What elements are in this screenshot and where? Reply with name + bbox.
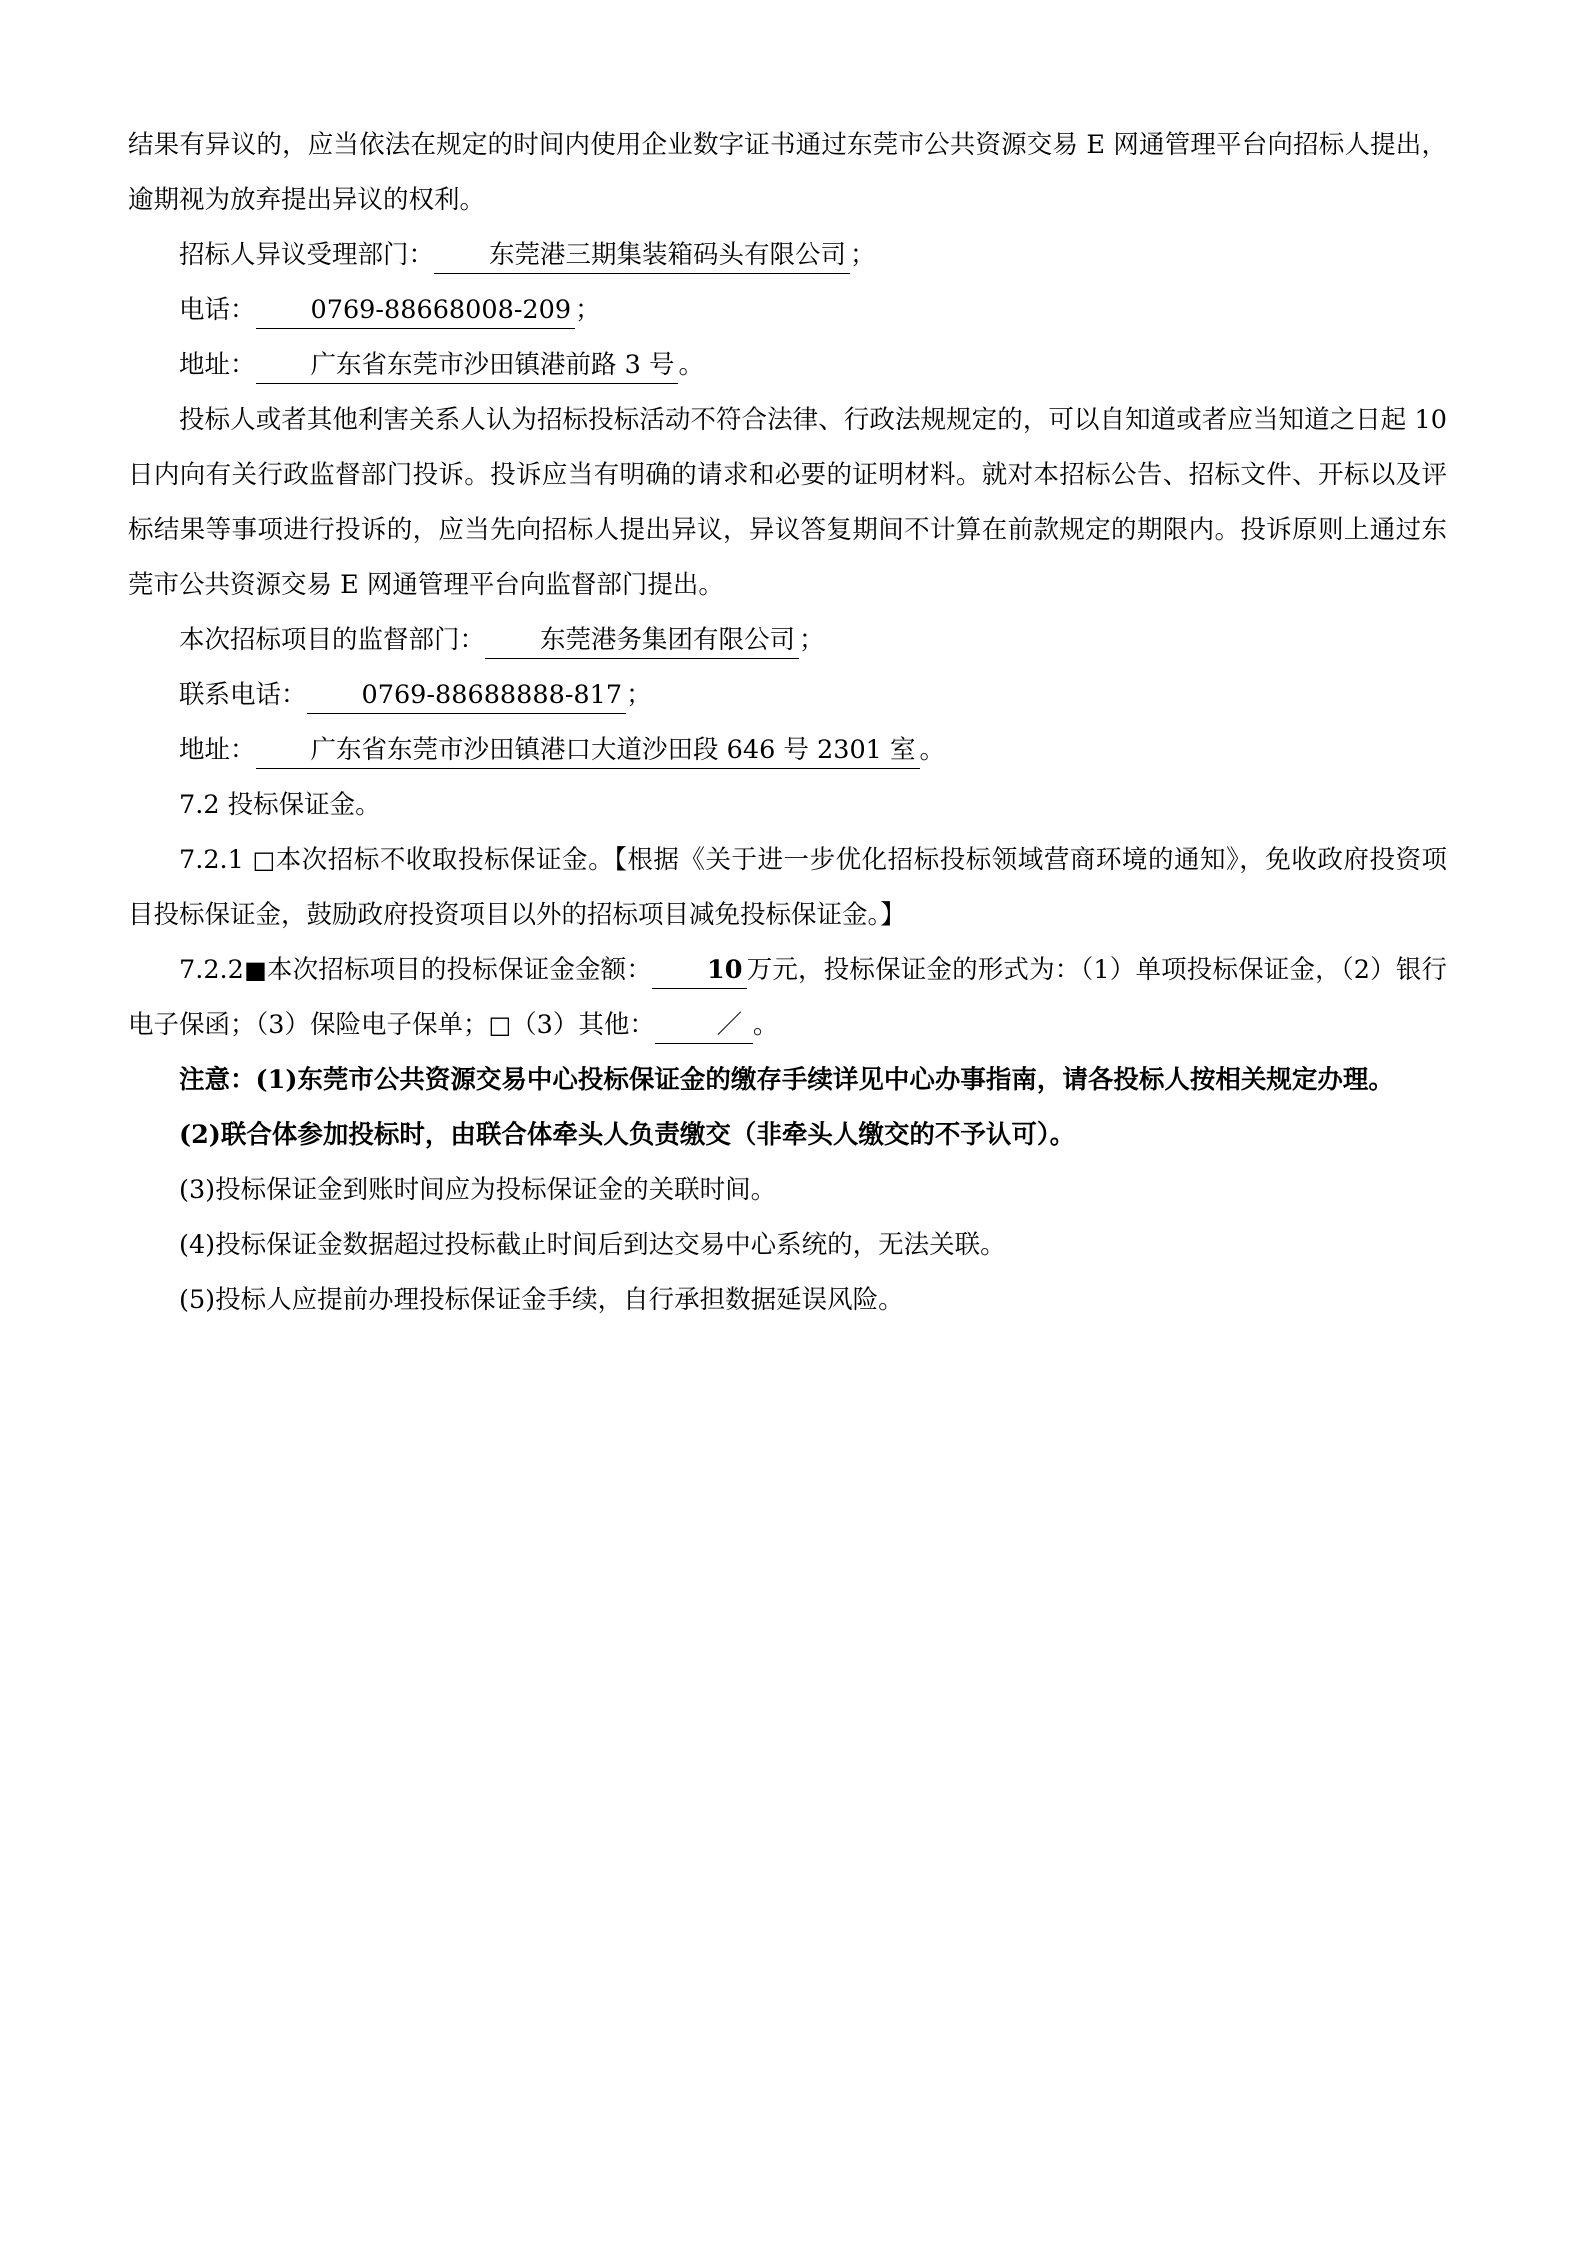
field-phone: 电话： 0769-88668008-209 ； (128, 283, 1447, 338)
value-phone: 0769-88668008-209 (256, 292, 576, 329)
label-tenderer-objection-dept: 招标人异议受理部门： (179, 240, 435, 270)
field-supervisor-dept: 本次招标项目的监督部门： 东莞港务集团有限公司 ； (128, 613, 1447, 668)
label-address: 地址： (179, 350, 256, 380)
field-tenderer-objection-dept: 招标人异议受理部门： 东莞港三期集装箱码头有限公司 ； (128, 228, 1447, 283)
field-contact-phone: 联系电话： 0769-88688888-817 ； (128, 668, 1447, 723)
note-1-text: (1)东莞市公共资源交易中心投标保证金的缴存手续详见中心办事指南，请各投标人按相关规定办理。 (255, 1065, 1394, 1095)
clause-7-2-2 (128, 943, 1447, 1053)
checkbox-checked-icon[interactable] (244, 955, 267, 985)
clause-7-2-2-text-d: 。 (752, 1010, 779, 1040)
clause-7-2-2-text-a: 本次招标项目的投标保证金金额： (266, 955, 653, 985)
heading-clause-7-2: 7.2 投标保证金。 (179, 790, 381, 820)
label-address-2: 地址： (179, 735, 256, 765)
field-address: 地址： 广东省东莞市沙田镇港前路 3 号 。 (128, 338, 1447, 393)
clause-7-2-2-text-b: 万元，投标保证金的形式为：（1）单项投标保证金，（2）银行电子保函；（3）保险电子保单； (128, 955, 1447, 1040)
value-supervisor-dept: 东莞港务集团有限公司 (485, 622, 799, 659)
note-2: (2)联合体参加投标时，由联合体牵头人负责缴交（非牵头人缴交的不予认可）。 (179, 1120, 1076, 1150)
label-phone: 电话： (179, 295, 256, 325)
value-other: ／ (655, 1007, 753, 1044)
clause-7-2-1-text: 本次招标不收取投标保证金。【根据《关于进一步优化招标投标领域营商环境的通知》，免收政府投资项目投标保证金，鼓励政府投资项目以外的招标项目减免投标保证金。】 (128, 845, 1447, 930)
paragraph-complaint: 投标人或者其他利害关系人认为招标投标活动不符合法律、行政法规规定的，可以自知道或者应当知道之日起 10 日内向有关行政监督部门投诉。投诉应当有明确的请求和必要的证明材料。就对本招标公告、招标文件、开标以及评标结果等事项进行投诉的，应当先向招标人提出异议，异议答复期间不计算在前款规定的期限内。投诉原则上通过东莞市公共资源交易 E 网通管理平台向监督部门提出。 (128, 405, 1447, 600)
clause-7-2-2-text-c: （3）其他： (511, 1010, 655, 1040)
document-body (128, 118, 1447, 1328)
paragraph-objection-intro: 结果有异议的，应当依法在规定的时间内使用企业数字证书通过东莞市公共资源交易 E 网通管理平台向招标人提出，逾期视为放弃提出异议的权利。 (128, 130, 1447, 215)
note-4: (4)投标保证金数据超过投标截止时间后到达交易中心系统的，无法关联。 (179, 1230, 1006, 1260)
clause-7-2-2-number: 7.2.2 (179, 955, 244, 985)
clause-7-2-1-number: 7.2.1 (179, 845, 244, 875)
label-supervisor-dept: 本次招标项目的监督部门： (179, 625, 486, 655)
note-label: 注意： (179, 1065, 256, 1095)
note-3: (3)投标保证金到账时间应为投标保证金的关联时间。 (179, 1175, 777, 1205)
value-bond-amount: 10 (652, 952, 747, 989)
value-contact-phone: 0769-88688888-817 (307, 677, 627, 714)
checkbox-unchecked-icon[interactable] (253, 845, 276, 875)
checkbox-other-unchecked-icon[interactable] (488, 1010, 511, 1040)
value-tenderer-objection-dept: 东莞港三期集装箱码头有限公司 (434, 237, 850, 274)
field-address-2: 地址： 广东省东莞市沙田镇港口大道沙田段 646 号 2301 室 。 (128, 723, 1447, 778)
value-address: 广东省东莞市沙田镇港前路 3 号 (256, 347, 679, 384)
clause-7-2-1 (128, 833, 1447, 943)
label-contact-phone: 联系电话： (179, 680, 307, 710)
note-5: (5)投标人应提前办理投标保证金手续，自行承担数据延误风险。 (179, 1285, 904, 1315)
value-address-2: 广东省东莞市沙田镇港口大道沙田段 646 号 2301 室 (256, 732, 920, 769)
note-1 (128, 1053, 1447, 1108)
